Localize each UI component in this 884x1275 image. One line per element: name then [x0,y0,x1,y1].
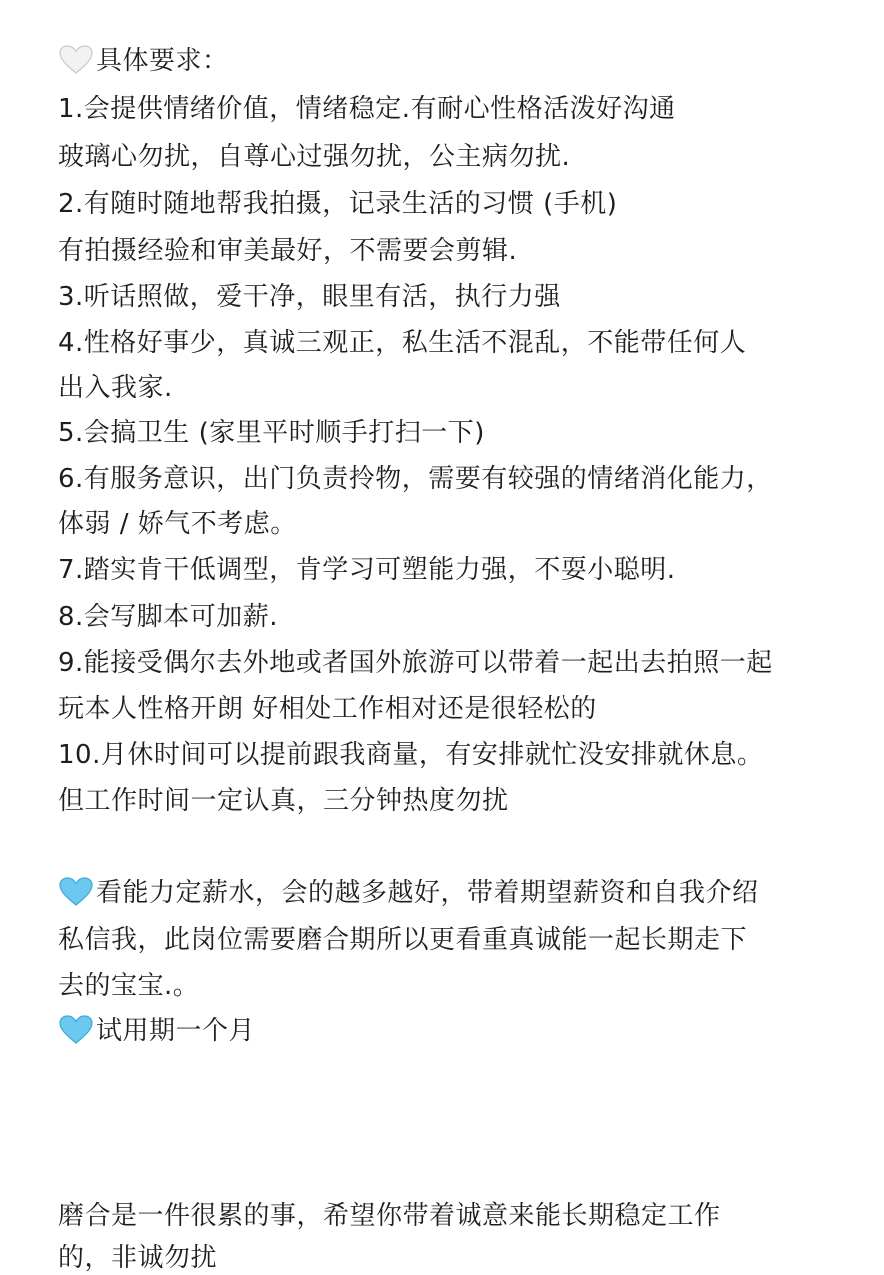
requirement-line-9: 6.有服务意识，出门负责拎物，需要有较强的情绪消化能力， [58,464,773,494]
blue-heart-icon [58,876,94,908]
closing-line-2: 的，非诚勿扰 [58,1243,218,1273]
requirement-line-13: 9.能接受偶尔去外地或者国外旅游可以带着一起出去拍照一起 [58,648,773,678]
salary-line-1 [58,876,759,910]
requirement-line-1: 1.会提供情绪价值，情绪稳定.有耐心性格活泼好沟通 [58,94,676,124]
closing-line-2-cut [58,1241,218,1273]
salary-line-2: 私信我，此岗位需要磨合期所以更看重真诚能一起长期走下 [58,925,748,955]
white-heart-icon [58,44,94,76]
requirement-line-7: 出入我家. [58,373,173,403]
requirement-line-6: 4.性格好事少，真诚三观正，私生活不混乱，不能带任何人 [58,328,747,358]
requirement-line-15: 10.月休时间可以提前跟我商量，有安排就忙没安排就休息。 [58,740,764,770]
salary-line-3: 去的宝宝.。 [58,971,200,1001]
requirement-line-3: 2.有随时随地帮我拍摄，记录生活的习惯 (手机) [58,189,618,219]
blue-heart-icon [58,1014,94,1046]
requirement-line-5: 3.听话照做，爱干净，眼里有活，执行力强 [58,282,561,312]
requirement-line-12: 8.会写脚本可加薪. [58,602,279,632]
requirement-line-14: 玩本人性格开朗 好相处工作相对还是很轻松的 [58,694,597,724]
requirement-line-11: 7.踏实肯干低调型，肯学习可塑能力强，不耍小聪明. [58,555,676,585]
requirement-line-4: 有拍摄经验和审美最好，不需要会剪辑. [58,236,518,266]
requirement-line-8: 5.会搞卫生 (家里平时顺手打扫一下) [58,418,485,448]
requirement-line-10: 体弱 / 娇气不考虑。 [58,509,297,539]
requirements-title [58,44,229,78]
requirement-line-16: 但工作时间一定认真，三分钟热度勿扰 [58,786,509,816]
closing-line-1: 磨合是一件很累的事，希望你带着诚意来能长期稳定工作 [58,1201,721,1231]
trial-period-text: 试用期一个月 [96,1016,256,1046]
trial-period-line [58,1014,255,1048]
requirements-title-text: 具体要求： [96,46,229,76]
requirement-line-2: 玻璃心勿扰，自尊心过强勿扰，公主病勿扰. [58,142,571,172]
salary-line-1-text: 看能力定薪水，会的越多越好，带着期望薪资和自我介绍 [96,878,759,908]
